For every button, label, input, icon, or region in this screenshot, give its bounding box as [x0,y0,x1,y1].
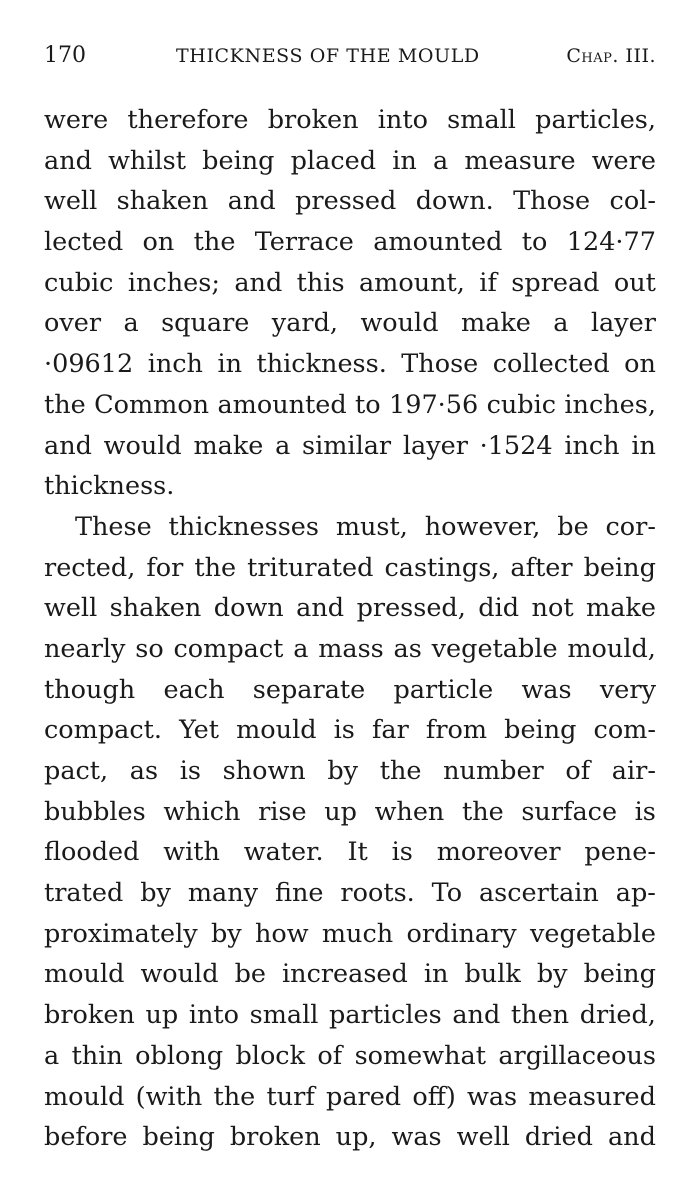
running-title: THICKNESS OF THE MOULD [176,45,480,67]
text-line: pact, as is shown by the number of air- [44,756,656,786]
text-line: bubbles which rise up when the surface is [44,796,656,827]
text-line: a thin oblong block of somewhat argillaceous [44,1040,656,1071]
text-line: though each separate particle was very [44,674,656,705]
paragraph-first-line: These thicknesses must, however, be cor- [75,511,656,542]
text-line: broken up into small particles and then dried, [44,1000,656,1031]
text-line: flooded with water. It is moreover pene- [44,837,656,868]
page-number: 170 [44,43,86,68]
text-line: ·09612 inch in thickness. Those collected on [44,349,656,380]
body-text [44,100,656,1158]
text-line: mould (with the turf pared off) was measured [44,1081,656,1112]
text-line: well shaken down and pressed, did not make [44,593,656,624]
text-line: cubic inches; and this amount, if spread out [44,267,656,298]
text-line: mould would be increased in bulk by being [44,959,656,990]
text-line: trated by many fine roots. To ascertain ap- [44,878,656,909]
text-line: before being broken up, was well dried and [44,1122,656,1153]
text-line: over a square yard, would make a layer [44,308,656,339]
text-line: were therefore broken into small particles, [44,105,656,135]
text-line: proximately by how much ordinary vegetable [44,918,656,949]
text-line: nearly so compact a mass as vegetable mould, [44,633,656,664]
text-line: and whilst being placed in a measure were [44,145,656,176]
text-line: thickness. [44,471,175,502]
chapter-label: Chap. III. [566,45,656,67]
text-line: the Common amounted to 197·56 cubic inches, [44,389,656,420]
text-line: well shaken and pressed down. Those col- [44,186,656,217]
running-head [44,40,656,72]
text-line: rected, for the triturated castings, after being [44,552,656,583]
text-line: and would make a similar layer ·1524 inch in [44,430,656,461]
text-line: compact. Yet mould is far from being com- [44,715,656,746]
text-line: lected on the Terrace amounted to 124·77 [44,227,656,258]
